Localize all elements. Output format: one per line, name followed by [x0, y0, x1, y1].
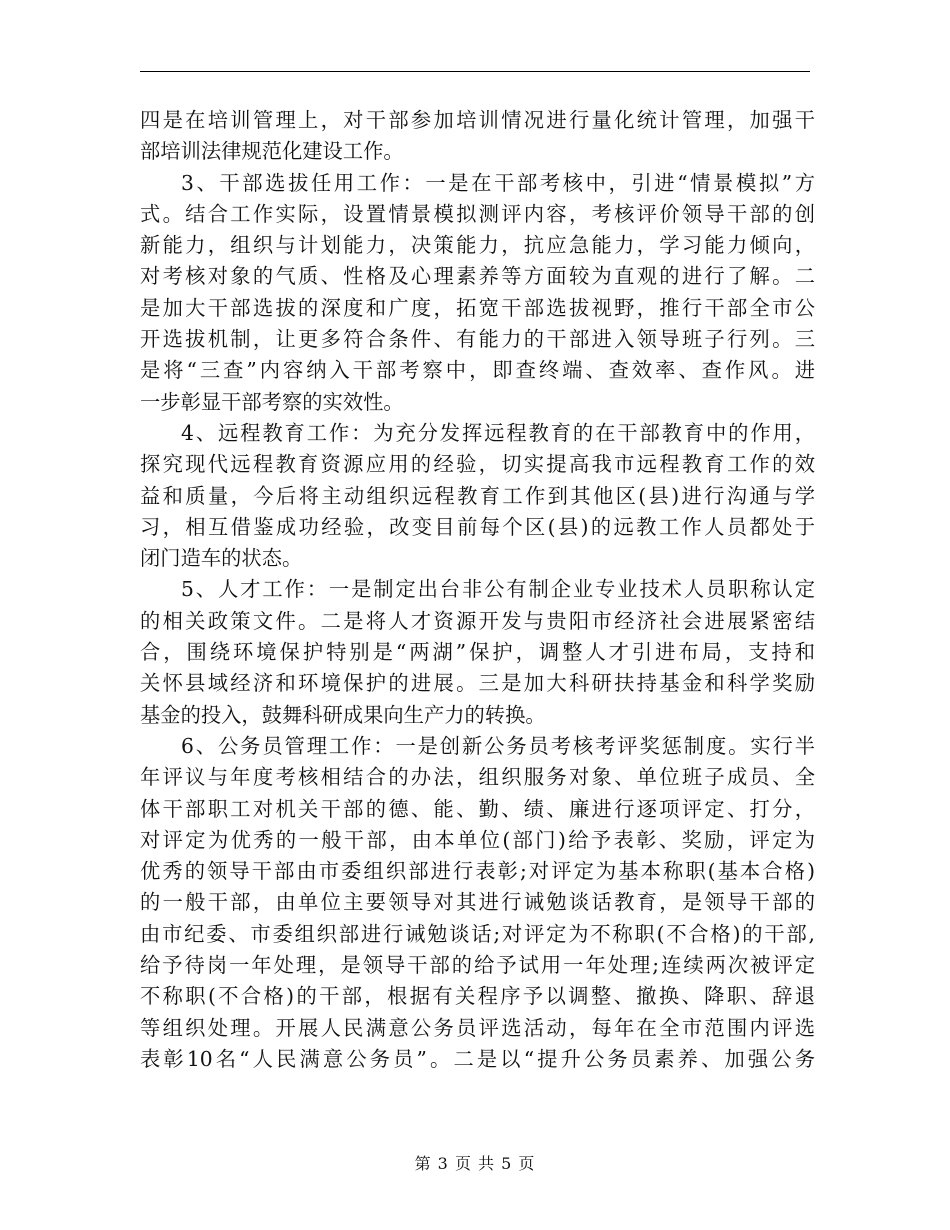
text-line: 是加大干部选拔的深度和广度，拓宽干部选拔视野，推行干部全市公	[140, 295, 815, 320]
text-line: 关怀县域经济和环境保护的进展。三是加大科研扶持基金和科学奖励	[140, 671, 815, 696]
text-line: 4、远程教育工作：为充分发挥远程教育的在干部教育中的作用，	[181, 420, 815, 445]
text-line: 由市纪委、市委组织部进行诫勉谈话;对评定为不称职(不合格)的干部,	[140, 921, 815, 946]
text-line: 对评定为优秀的一般干部，由本单位(部门)给予表彰、奖励，评定为	[140, 827, 815, 852]
text-line: 部培训法律规范化建设工作。	[140, 139, 404, 164]
text-line: 四是在培训管理上，对干部参加培训情况进行量化统计管理，加强干	[140, 108, 815, 132]
paragraph	[140, 418, 815, 574]
text-line: 6、公务员管理工作：一是创新公务员考核考评奖惩制度。实行半	[181, 733, 815, 758]
text-line: 益和质量，今后将主动组织远程教育工作到其他区(县)进行沟通与学	[140, 483, 815, 508]
text-line: 的一般干部，由单位主要领导对其进行诫勉谈话教育，是领导干部的	[140, 890, 815, 915]
text-line: 体干部职工对机关干部的德、能、勤、绩、廉进行逐项评定、打分，	[140, 796, 815, 821]
text-line: 新能力，组织与计划能力，决策能力，抗应急能力，学习能力倾向，	[140, 233, 815, 258]
text-line: 3、干部选拔任用工作：一是在干部考核中，引进“情景模拟”方	[181, 170, 815, 195]
text-line: 的相关政策文件。二是将人才资源开发与贵阳市经济社会进展紧密结	[140, 608, 815, 633]
text-line: 式。结合工作实际，设置情景模拟测评内容，考核评价领导干部的创	[140, 201, 815, 226]
text-line: 闭门造车的状态。	[140, 546, 303, 571]
paragraph	[140, 168, 815, 418]
text-line: 表彰10名“人民满意公务员”。二是以“提升公务员素养、加强公务	[140, 1046, 815, 1071]
text-line: 探究现代远程教育资源应用的经验，切实提高我市远程教育工作的效	[140, 452, 815, 477]
header-rule	[140, 71, 810, 72]
text-line: 基金的投入，鼓舞科研成果向生产力的转换。	[140, 702, 546, 727]
text-line: 合，围绕环境保护特别是“两湖”保护，调整人才引进布局，支持和	[140, 640, 815, 665]
page-footer: 第 3 页 共 5 页	[414, 1154, 536, 1173]
paragraph	[140, 105, 815, 168]
body-text	[140, 105, 815, 1075]
paragraph	[140, 731, 815, 1075]
paragraph	[140, 574, 815, 730]
text-line: 习，相互借鉴成功经验，改变目前每个区(县)的远教工作人员都处于	[140, 514, 815, 539]
text-line: 给予待岗一年处理，是领导干部的给予试用一年处理;连续两次被评定	[140, 953, 815, 978]
text-line: 一步彰显干部考察的实效性。	[140, 389, 404, 414]
text-line: 年评议与年度考核相结合的办法，组织服务对象、单位班子成员、全	[140, 765, 815, 790]
text-line: 是将“三查”内容纳入干部考察中，即查终端、查效率、查作风。进	[140, 358, 815, 383]
text-line: 5、人才工作：一是制定出台非公有制企业专业技术人员职称认定	[181, 577, 815, 602]
text-line: 等组织处理。开展人民满意公务员评选活动，每年在全市范围内评选	[140, 1015, 815, 1040]
text-line: 优秀的领导干部由市委组织部进行表彰;对评定为基本称职(基本合格)	[140, 859, 815, 884]
text-line: 对考核对象的气质、性格及心理素养等方面较为直观的进行了解。二	[140, 264, 815, 289]
text-line: 开选拔机制，让更多符合条件、有能力的干部进入领导班子行列。三	[140, 327, 815, 352]
text-line: 不称职(不合格)的干部，根据有关程序予以调整、撤换、降职、辞退	[140, 984, 815, 1009]
